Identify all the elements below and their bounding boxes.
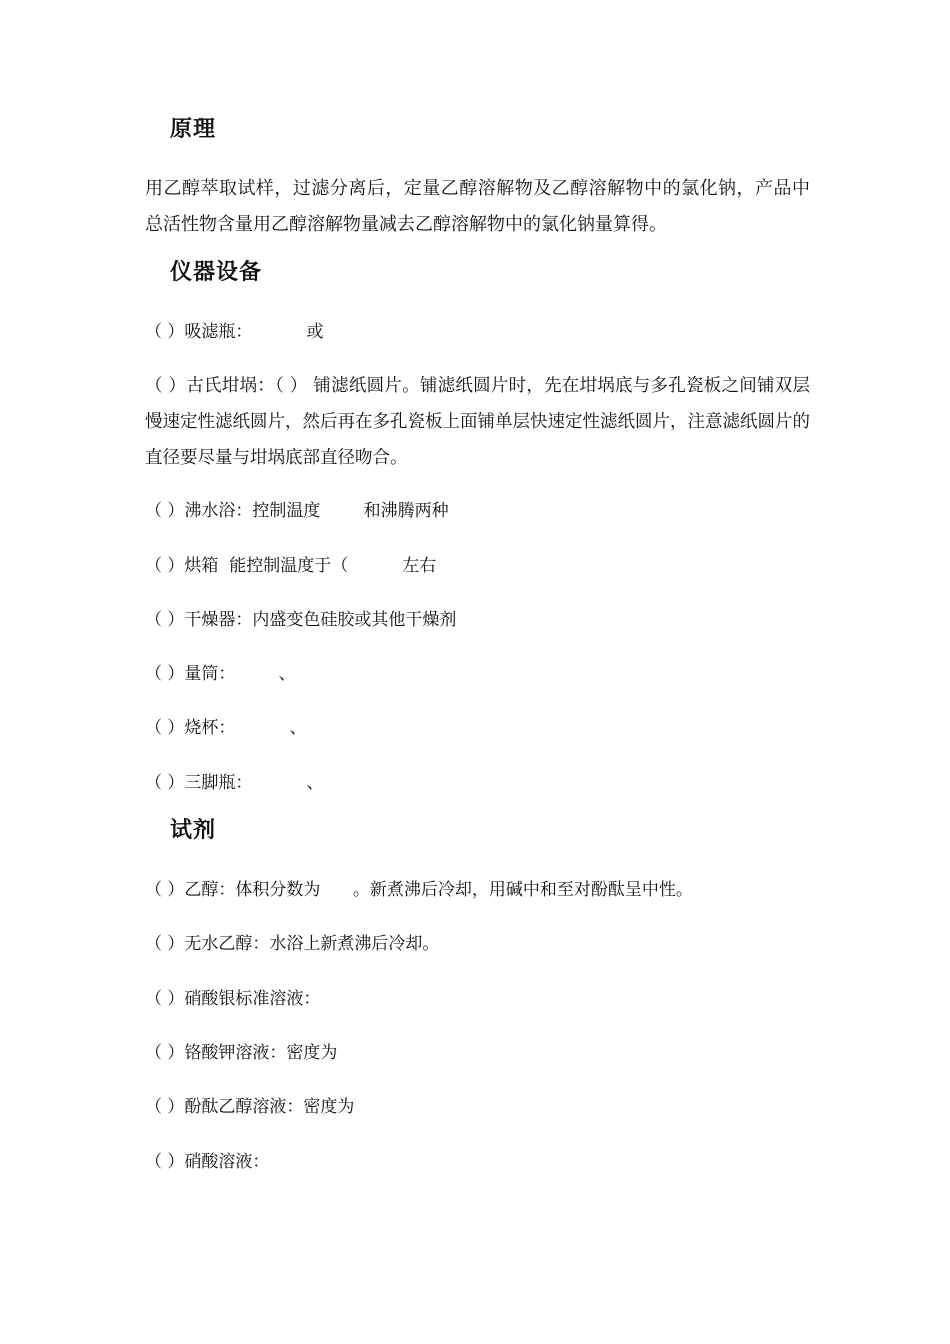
section-title-equipment: 仪器设备 bbox=[170, 260, 263, 285]
reagent-item-anhydrous-ethanol: （ ）无水乙醇：水浴上新煮沸后冷却。 bbox=[145, 934, 440, 954]
equipment-item-gooch-crucible: （ ）古氏坩埚：（ ） 铺滤纸圆片。铺滤纸圆片时，先在坩埚底与多孔瓷板之间铺双层慢速定性滤纸圆片，然后再在多孔瓷板上面铺单层快速定性滤纸圆片，注意滤纸圆片的直径要尽量与坩埚底部直径吻合。 bbox=[145, 376, 810, 468]
equipment-item-desiccator: （ ）干燥器：内盛变色硅胶或其他干燥剂 bbox=[145, 610, 457, 630]
reagent-item-ethanol: （ ）乙醇：体积分数为 。新煮沸后冷却，用碱中和至对酚酞呈中性。 bbox=[145, 880, 693, 900]
section-title-principle: 原理 bbox=[170, 117, 217, 142]
reagent-item-nitric-acid: （ ）硝酸溶液： bbox=[145, 1152, 270, 1172]
section-title-reagents: 试剂 bbox=[170, 818, 217, 843]
reagent-item-phenolphthalein: （ ）酚酞乙醇溶液：密度为 bbox=[145, 1097, 355, 1117]
reagent-item-potassium-chromate: （ ）铬酸钾溶液：密度为 bbox=[145, 1043, 338, 1063]
equipment-item-flask: （ ）三脚瓶： 、 bbox=[145, 773, 324, 793]
equipment-item-beaker: （ ）烧杯： 、 bbox=[145, 718, 307, 738]
equipment-item-oven: （ ）烘箱 能控制温度于（ 左右 bbox=[145, 556, 437, 576]
principle-paragraph: 用乙醇萃取试样，过滤分离后，定量乙醇溶解物及乙醇溶解物中的氯化钠，产品中总活性物含量用乙醇溶解物量减去乙醇溶解物中的氯化钠量算得。 bbox=[145, 178, 810, 235]
equipment-item-graduated-cylinder: （ ）量筒： 、 bbox=[145, 664, 296, 684]
equipment-item-suction-flask: （ ）吸滤瓶： 或 bbox=[145, 322, 324, 342]
reagent-item-silver-nitrate: （ ）硝酸银标准溶液： bbox=[145, 989, 321, 1009]
equipment-item-water-bath: （ ）沸水浴：控制温度 和沸腾两种 bbox=[145, 501, 449, 521]
